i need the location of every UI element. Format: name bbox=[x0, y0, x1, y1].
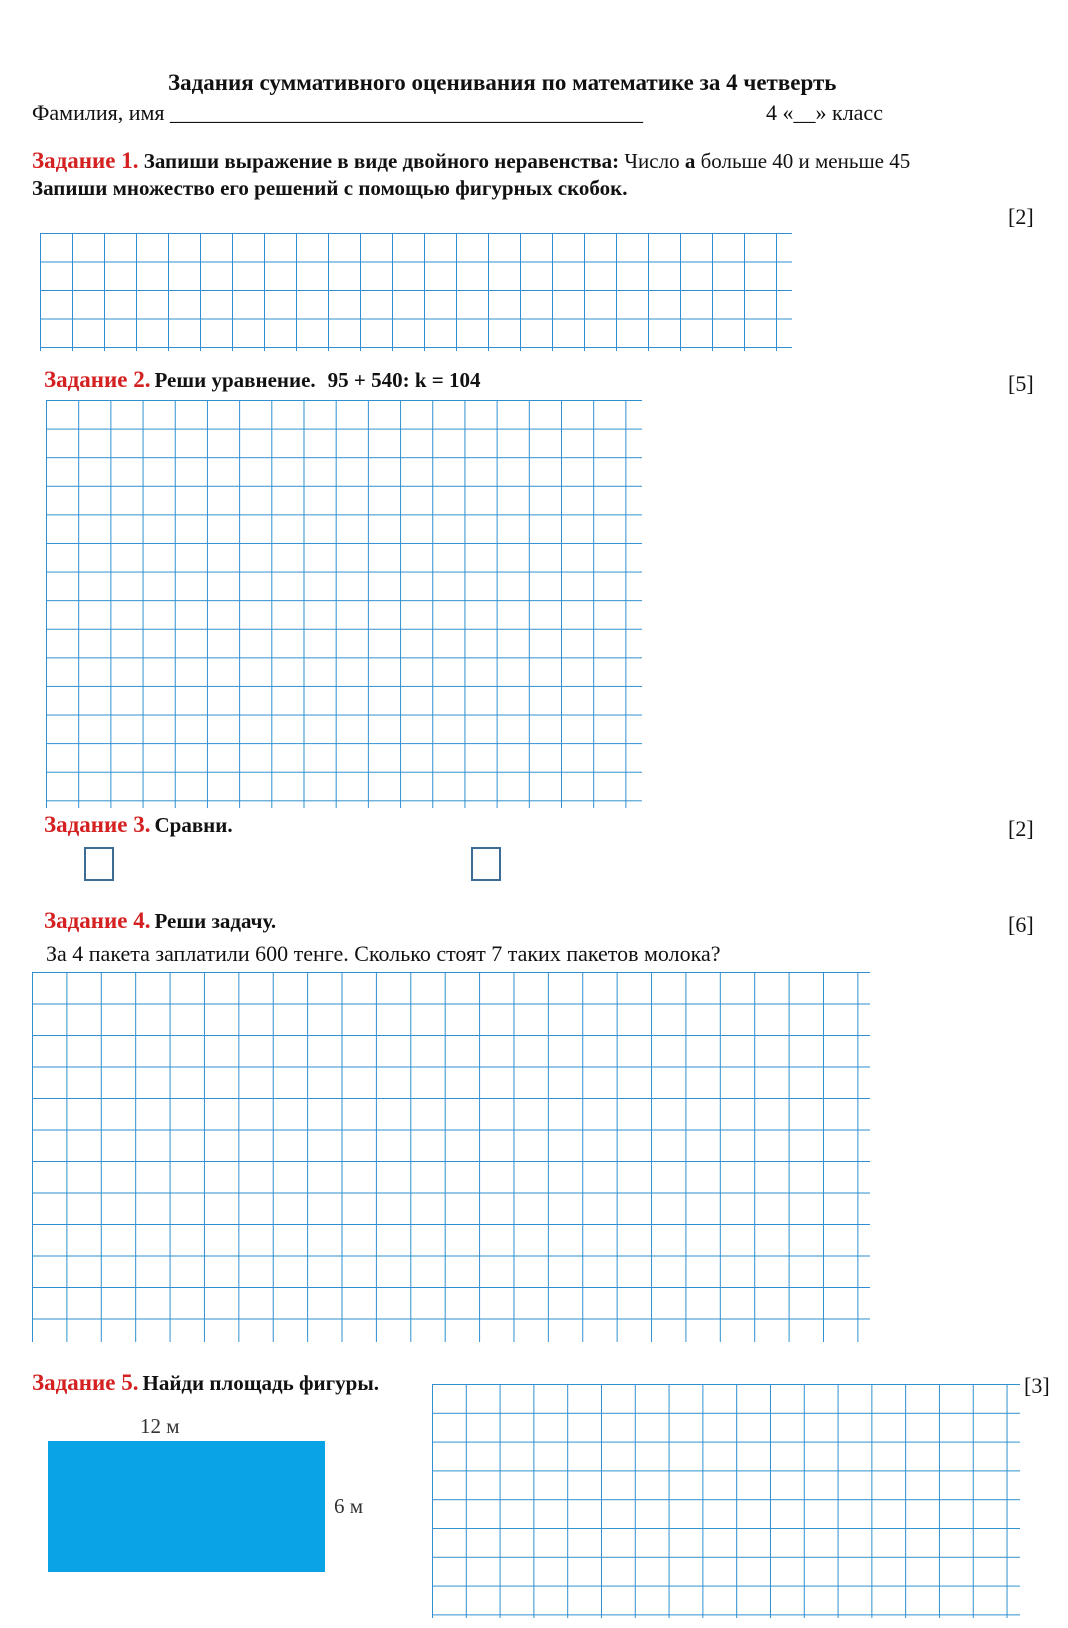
task5-label: Задание 5. bbox=[32, 1370, 139, 1395]
task1-heading bbox=[32, 148, 910, 174]
task1-points: [2] bbox=[1008, 204, 1034, 229]
task3-text: Сравни. bbox=[154, 813, 233, 837]
task2-label: Задание 2. bbox=[44, 367, 151, 392]
task5-text: Найди площадь фигуры. bbox=[142, 1371, 379, 1395]
task5-points: [3] bbox=[1024, 1373, 1050, 1398]
compare-box-2[interactable] bbox=[471, 847, 501, 881]
name-blank[interactable]: ___________________________________________ bbox=[170, 100, 644, 125]
task1-text-a: Число bbox=[624, 149, 680, 173]
task1-text-b: больше 40 и меньше 45 bbox=[700, 149, 911, 173]
task2-heading bbox=[44, 367, 481, 393]
name-line bbox=[32, 100, 643, 126]
task1-text-bold: Запиши выражение в виде двойного неравенства: bbox=[143, 149, 620, 173]
task1-line2: Запиши множество его решений с помощью фигурных скобок. bbox=[32, 176, 628, 200]
task3-label: Задание 3. bbox=[44, 812, 151, 837]
task2-equation: 95 + 540: k = 104 bbox=[327, 368, 481, 392]
task2-answer-grid[interactable] bbox=[46, 400, 642, 808]
task4-problem: За 4 пакета заплатили 600 тенге. Сколько стоят 7 таких пакетов молока? bbox=[46, 941, 721, 966]
task4-label: Задание 4. bbox=[44, 908, 151, 933]
task1-label: Задание 1. bbox=[32, 148, 139, 173]
task2-text: Реши уравнение. bbox=[154, 368, 316, 392]
task2-points: [5] bbox=[1008, 371, 1034, 396]
task4-answer-grid[interactable] bbox=[32, 972, 870, 1342]
task5-answer-grid[interactable] bbox=[432, 1384, 1020, 1618]
task3-heading bbox=[44, 812, 233, 838]
rectangle-height-label: 6 м bbox=[334, 1494, 364, 1518]
task1-answer-grid[interactable] bbox=[40, 233, 792, 351]
name-label: Фамилия, имя bbox=[32, 100, 165, 125]
rectangle-figure bbox=[48, 1441, 325, 1572]
compare-box-1[interactable] bbox=[84, 847, 114, 881]
task5-heading bbox=[32, 1370, 379, 1396]
task4-points: [6] bbox=[1008, 912, 1034, 937]
page-title: Задания суммативного оценивания по математике за 4 четверть bbox=[168, 70, 837, 95]
class-field: 4 «__» класс bbox=[766, 100, 883, 125]
rectangle-width-label: 12 м bbox=[140, 1414, 180, 1438]
task1-var: а bbox=[684, 149, 696, 173]
task4-heading bbox=[44, 908, 276, 934]
task3-points: [2] bbox=[1008, 816, 1034, 841]
task4-text: Реши задачу. bbox=[154, 909, 277, 933]
